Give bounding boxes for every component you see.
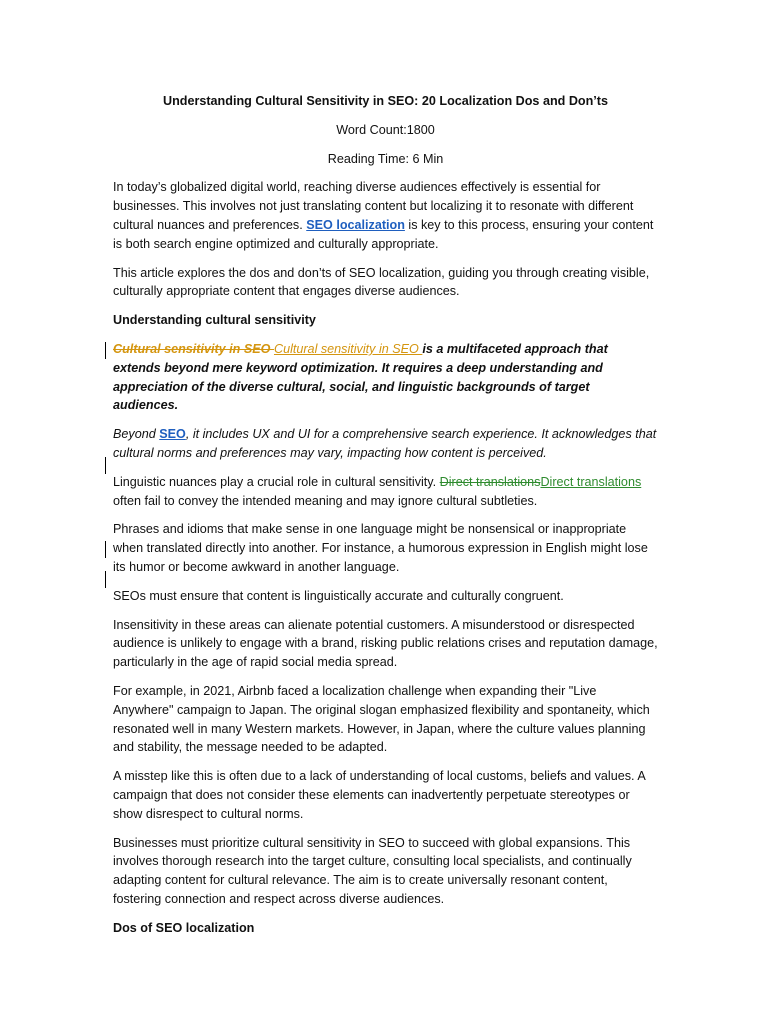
paragraph bbox=[113, 340, 658, 415]
paragraph-text: Beyond bbox=[113, 427, 160, 442]
word-count: Word Count:1800 bbox=[336, 122, 435, 137]
change-bar bbox=[105, 342, 106, 359]
tracked-deletion: Cultural sensitivity in SEO bbox=[113, 341, 274, 356]
change-bar bbox=[105, 571, 106, 588]
document-title: Understanding Cultural Sensitivity in SEO: 20 Localization Dos and Don’ts bbox=[162, 94, 609, 108]
paragraph-text: often fail to convey the intended meaning and may ignore cultural subtleties. bbox=[113, 493, 538, 508]
tracked-insertion: Direct translations bbox=[540, 474, 642, 489]
paragraph: This article explores the dos and don’ts of SEO localization, guiding you through creating visible, culturally appropriate content that engages diverse audiences. bbox=[113, 265, 650, 299]
paragraph: Insensitivity in these areas can alienate potential customers. A misunderstood or disrespected audience is unlikely to engage with a brand, risking public relations crises and reputation damage, particularly in the age of rapid social media spread. bbox=[113, 617, 658, 670]
paragraph-text: , it includes UX and UI for a comprehensive search experience. It acknowledges that cultural norms and preferences may vary, impacting how content is perceived. bbox=[113, 427, 657, 460]
paragraph bbox=[113, 473, 658, 511]
seo-localization-link[interactable]: SEO localization bbox=[306, 217, 405, 232]
paragraph-text: In today’s globalized digital world, reaching diverse audiences effectively is essential for businesses. This involves not just translating content but localizing it to resonate with different cultural nuances and preferences. bbox=[113, 180, 634, 232]
paragraph: A misstep like this is often due to a lack of understanding of local customs, beliefs and values. A campaign that does not consider these elements can inadvertently perpetuate stereotypes or show disrespect to cultural norms. bbox=[113, 769, 646, 821]
paragraph: For example, in 2021, Airbnb faced a localization challenge when expanding their "Live Anywhere" campaign to Japan. The original slogan emphasized flexibility and spontaneity, which resonated well in many Western markets. However, in Japan, where the culture values planning and stability, the message needed to be adapted. bbox=[113, 683, 650, 755]
paragraph-text: is key to this process, ensuring your content is both search engine optimized and culturally appropriate. bbox=[113, 217, 654, 251]
tracked-insertion: Cultural sensitivity in SEO bbox=[273, 341, 423, 356]
section-heading: Understanding cultural sensitivity bbox=[113, 313, 316, 328]
paragraph-text: is a multifaceted approach that extends beyond mere keyword optimization. It requires a deep understanding and appreciation of the diverse cultural, social, and linguistic backgrounds of target audiences. bbox=[113, 341, 608, 413]
seo-link[interactable]: SEO bbox=[159, 427, 186, 442]
change-bar bbox=[105, 541, 106, 558]
paragraph: SEOs must ensure that content is linguistically accurate and culturally congruent. bbox=[113, 588, 564, 603]
section-heading: Dos of SEO localization bbox=[113, 920, 255, 935]
paragraph bbox=[113, 425, 658, 463]
change-bar bbox=[105, 457, 106, 474]
paragraph-text: Linguistic nuances play a crucial role in cultural sensitivity. bbox=[113, 474, 440, 489]
document-page bbox=[113, 92, 658, 947]
tracked-deletion: Direct translations bbox=[439, 474, 541, 489]
paragraph: Businesses must prioritize cultural sensitivity in SEO to succeed with global expansions. This involves thorough research into the target culture, consulting local specialists, and continually adapting content for cultural relevance. The aim is to create universally resonant content, fostering connection and respect across diverse audiences. bbox=[113, 835, 632, 906]
reading-time: Reading Time: 6 Min bbox=[327, 151, 444, 166]
paragraph: Phrases and idioms that make sense in one language might be nonsensical or inappropriate when translated directly into another. For instance, a humorous expression in English might lose its humor or become awkward in another language. bbox=[113, 522, 648, 574]
paragraph bbox=[113, 178, 658, 253]
